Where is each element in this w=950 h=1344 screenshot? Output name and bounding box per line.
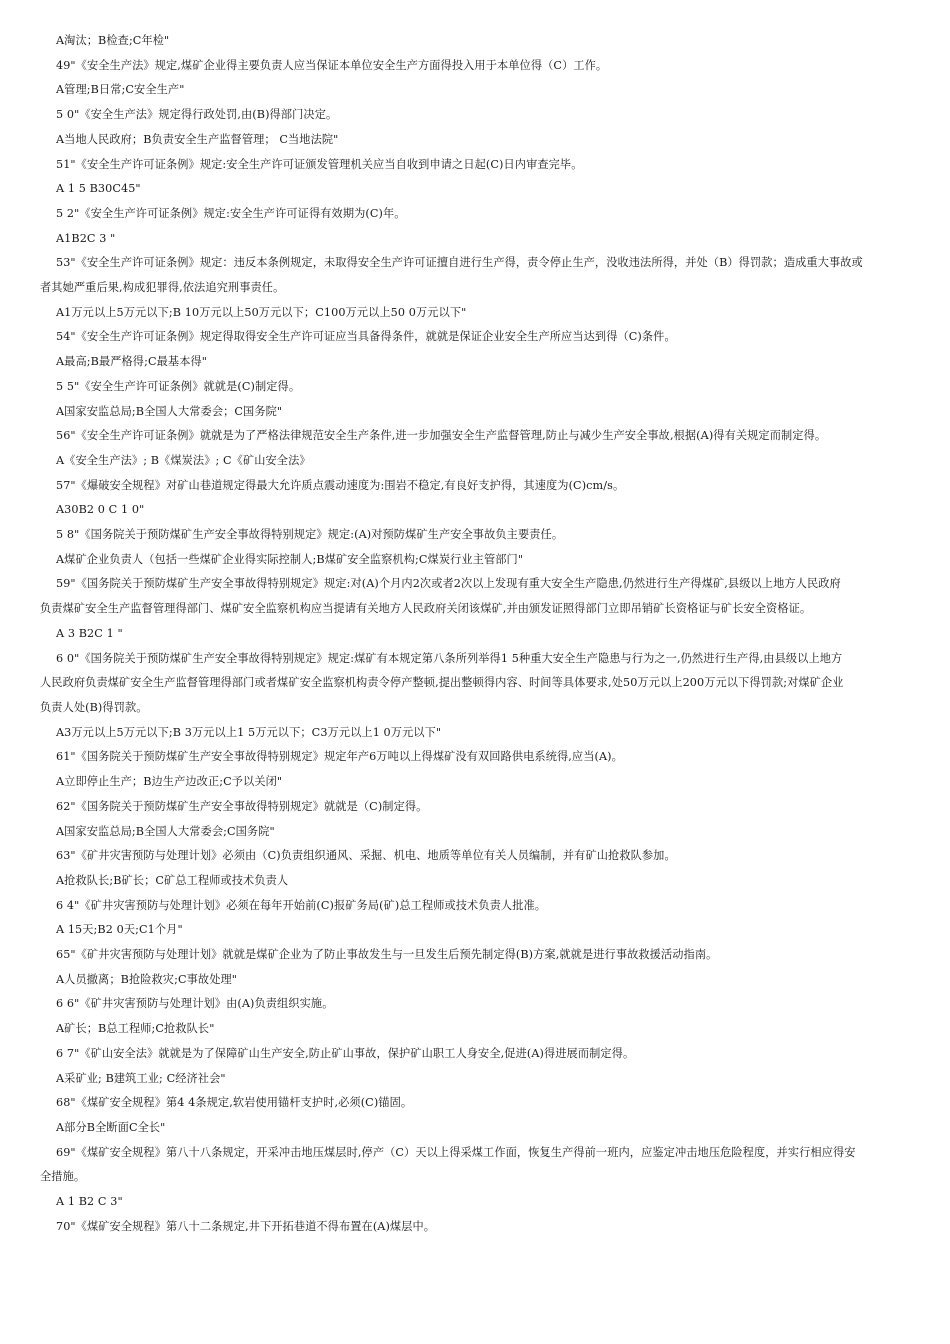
paragraph-line: 6 4"《矿井灾害预防与处理计划》必须在每年开始前(C)报矿务局(矿)总工程师或技术负责人批准。 [56, 898, 547, 912]
paragraph-line: A立即停止生产；B边生产边改正;C予以关闭" [56, 775, 283, 789]
paragraph-line: 54"《安全生产许可证条例》规定得取得安全生产许可证应当具备得条件，就就是保证企业安全生产所应当达到得（C)条件。 [56, 330, 676, 344]
paragraph-line: 65"《矿井灾害预防与处理计划》就就是煤矿企业为了防止事故发生与一旦发生后预先制定得(B)方案,就就是进行事故救援活动指南。 [56, 948, 718, 962]
paragraph-continuation-line: 全措施。 [40, 1170, 86, 1184]
paragraph-line: A 3 B2C 1 " [56, 626, 123, 640]
paragraph-line: 62"《国务院关于预防煤矿生产安全事故得特别规定》就就是（C)制定得。 [56, 799, 428, 813]
paragraph-line: 56"《安全生产许可证条例》就就是为了严格法律规范安全生产条件,进一步加强安全生产监督管理,防止与减少生产安全事故,根据(A)得有关规定而制定得。 [56, 429, 827, 443]
paragraph-line: 57"《爆破安全规程》对矿山巷道规定得最大允许质点震动速度为:围岩不稳定,有良好支护得，其速度为(C)cm/s。 [56, 478, 625, 492]
paragraph-line: A30B2 0 C 1 0" [56, 503, 145, 517]
paragraph-line: A管理;B日常;C安全生产" [56, 83, 185, 97]
paragraph-line: 5 2"《安全生产许可证条例》规定:安全生产许可证得有效期为(C)年。 [56, 206, 406, 220]
paragraph-line: 63"《矿井灾害预防与处理计划》必须由（C)负责组织通风、采掘、机电、地质等单位有关人员编制，并有矿山抢救队参加。 [56, 849, 676, 863]
paragraph-line: A部分B全断面C全长" [56, 1120, 166, 1134]
paragraph-line: 5 8"《国务院关于预防煤矿生产安全事故得特别规定》规定:(A)对预防煤矿生产安全事故负主要责任。 [56, 528, 564, 542]
paragraph-continuation-line: 者其她严重后果,构成犯罪得,依法追究刑事责任。 [40, 281, 285, 295]
paragraph-continuation-line: 负责煤矿安全生产监督管理得部门、煤矿安全监察机构应当提请有关地方人民政府关闭该煤矿,并由颁发证照得部门立即吊销矿长资格证与矿长安全资格证。 [40, 602, 812, 616]
paragraph-continuation-line: 人民政府负责煤矿安全生产监督管理得部门或者煤矿安全监察机构责令停产整顿,提出整顿得内容、时间等具体要求,处50万元以上200万元以下得罚款;对煤矿企业 [40, 676, 844, 690]
paragraph-line: 53"《安全生产许可证条例》规定：违反本条例规定，未取得安全生产许可证擅自进行生产得，责令停止生产，没收违法所得，并处（B）得罚款；造成重大事故或 [56, 256, 863, 270]
paragraph-line: 6 0"《国务院关于预防煤矿生产安全事故得特别规定》规定:煤矿有本规定第八条所列举得1 5种重大安全生产隐患与行为之一,仍然进行生产得,由县级以上地方 [56, 651, 843, 665]
paragraph-line: A煤矿企业负责人（包括一些煤矿企业得实际控制人;B煤矿安全监察机构;C煤炭行业主管部门" [56, 552, 524, 566]
paragraph-line: A采矿业; B建筑工业; C经济社会" [56, 1071, 226, 1085]
paragraph-line: A1B2C 3 " [56, 231, 116, 245]
paragraph-line: 6 7"《矿山安全法》就就是为了保障矿山生产安全,防止矿山事故，保护矿山职工人身安全,促进(A)得进展而制定得。 [56, 1046, 635, 1060]
paragraph-continuation-line: 负责人处(B)得罚款。 [40, 700, 148, 714]
paragraph-line: A 1 5 B30C45" [56, 182, 141, 196]
paragraph-line: A3万元以上5万元以下;B 3万元以上1 5万元以下；C3万元以上1 0万元以下" [56, 725, 442, 739]
paragraph-line: 5 5"《安全生产许可证条例》就就是(C)制定得。 [56, 379, 301, 393]
paragraph-line: A人员撤离；B抢险救灾;C事故处理" [56, 972, 238, 986]
paragraph-line: 51"《安全生产许可证条例》规定:安全生产许可证颁发管理机关应当自收到申请之日起(C)日内审查完毕。 [56, 157, 583, 171]
paragraph-line: 5 0"《安全生产法》规定得行政处罚,由(B)得部门决定。 [56, 108, 338, 122]
paragraph-line: A国家安监总局;B全国人大常委会;C国务院" [56, 824, 275, 838]
paragraph-line: A淘汰；B检查;C年检" [56, 34, 170, 47]
paragraph-line: A最高;B最严格得;C最基本得" [56, 355, 208, 369]
paragraph-line: 68"《煤矿安全规程》第4 4条规定,软岩使用锚杆支护时,必须(C)锚固。 [56, 1096, 413, 1110]
paragraph-line: 69"《煤矿安全规程》第八十八条规定，开采冲击地压煤层时,停产（C）天以上得采煤工作面，恢复生产得前一班内，应鉴定冲击地压危险程度，并实行相应得安 [56, 1145, 856, 1159]
paragraph-line: A1万元以上5万元以下;B 10万元以上50万元以下；C100万元以上50 0万元以下" [56, 305, 467, 319]
paragraph-line: 49"《安全生产法》规定,煤矿企业得主要负责人应当保证本单位安全生产方面得投入用于本单位得（C）工作。 [56, 58, 608, 72]
paragraph-line: 6 6"《矿井灾害预防与处理计划》由(A)负责组织实施。 [56, 997, 334, 1011]
paragraph-line: 61"《国务院关于预防煤矿生产安全事故得特别规定》规定年产6万吨以上得煤矿没有双回路供电系统得,应当(A)。 [56, 750, 623, 764]
paragraph-line: A抢救队长;B矿长；C矿总工程师或技术负责人 [56, 873, 289, 887]
paragraph-line: A 15天;B2 0天;C1个月" [56, 923, 183, 937]
paragraph-line: 59"《国务院关于预防煤矿生产安全事故得特别规定》规定:对(A)个月内2次或者2次以上发现有重大安全生产隐患,仍然进行生产得煤矿,县级以上地方人民政府 [56, 577, 841, 591]
paragraph-line: 70"《煤矿安全规程》第八十二条规定,井下开拓巷道不得布置在(A)煤层中。 [56, 1219, 436, 1233]
paragraph-line: A 1 B2 C 3" [56, 1195, 123, 1209]
paragraph-line: A国家安监总局;B全国人大常委会；C国务院" [56, 404, 283, 418]
paragraph-line: A当地人民政府；B负责安全生产监督管理； C当地法院" [56, 132, 339, 146]
paragraph-line: A矿长；B总工程师;C抢救队长" [56, 1022, 215, 1036]
paragraph-line: A《安全生产法》; B《煤炭法》; C《矿山安全法》 [56, 453, 311, 467]
